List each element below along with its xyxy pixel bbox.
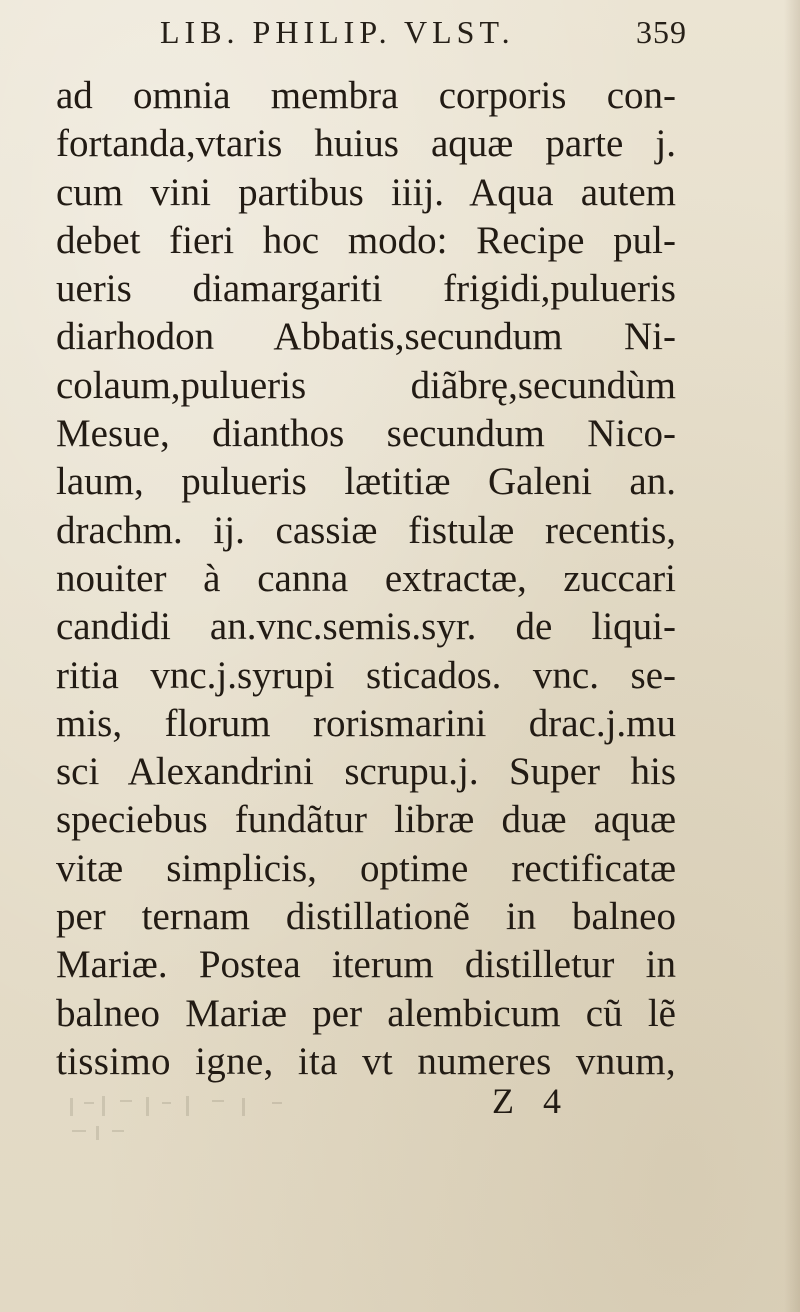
text-line: mis, florum rorismarini drac.j.mu: [56, 701, 676, 745]
text-line: candidi an.vnc.semis.syr. de liqui-: [56, 605, 676, 649]
page-number: 359: [636, 14, 687, 50]
text-line: tissimo igne, ita vt numeres vnum,: [56, 1039, 676, 1083]
text-line: per ternam distillationẽ in balneo: [56, 895, 676, 939]
text-line: debet fieri hoc modo: Recipe pul-: [56, 218, 676, 262]
text-line: sci Alexandrini scrupu.j. Super his: [56, 750, 676, 794]
text-line: balneo Mariæ per alembicum cũ lẽ: [56, 991, 676, 1035]
text-line: fortanda,vtaris huius aquæ parte j.: [56, 122, 676, 166]
text-line: ad omnia membra corporis con-: [56, 74, 676, 117]
text-line: ritia vnc.j.syrupi sticados. vnc. se-: [56, 653, 676, 697]
text-line: speciebus fundãtur libræ duæ aquæ: [56, 798, 676, 842]
text-line: cum vini partibus iiij. Aqua autem: [56, 170, 676, 214]
body-text: [56, 72, 676, 1086]
text-line: ueris diamargariti frigidi,pulueris: [56, 267, 676, 311]
text-line: nouiter à canna extractæ, zuccari: [56, 556, 676, 600]
text-line: drachm. ij. cassiæ fistulæ recentis,: [56, 508, 676, 552]
show-through-strokes: [62, 1088, 362, 1148]
text-line: vitæ simplicis, optime rectificatæ: [56, 846, 676, 890]
text-line: Mariæ. Postea iterum distilletur in: [56, 943, 676, 987]
running-head: LIB. PHILIP. VLST.: [160, 14, 515, 50]
text-line: colaum,pulueris diãbrę,secundùm: [56, 363, 676, 407]
page-header: [0, 14, 800, 62]
show-through-texture: [62, 1088, 362, 1148]
page-edge-shadow: [784, 0, 800, 1312]
signature-mark: Z 4: [492, 1081, 571, 1121]
text-line: diarhodon Abbatis,secundum Ni-: [56, 315, 676, 359]
text-line: Mesue, dianthos secundum Nico-: [56, 412, 676, 456]
text-line: laum, pulueris lætitiæ Galeni an.: [56, 460, 676, 504]
